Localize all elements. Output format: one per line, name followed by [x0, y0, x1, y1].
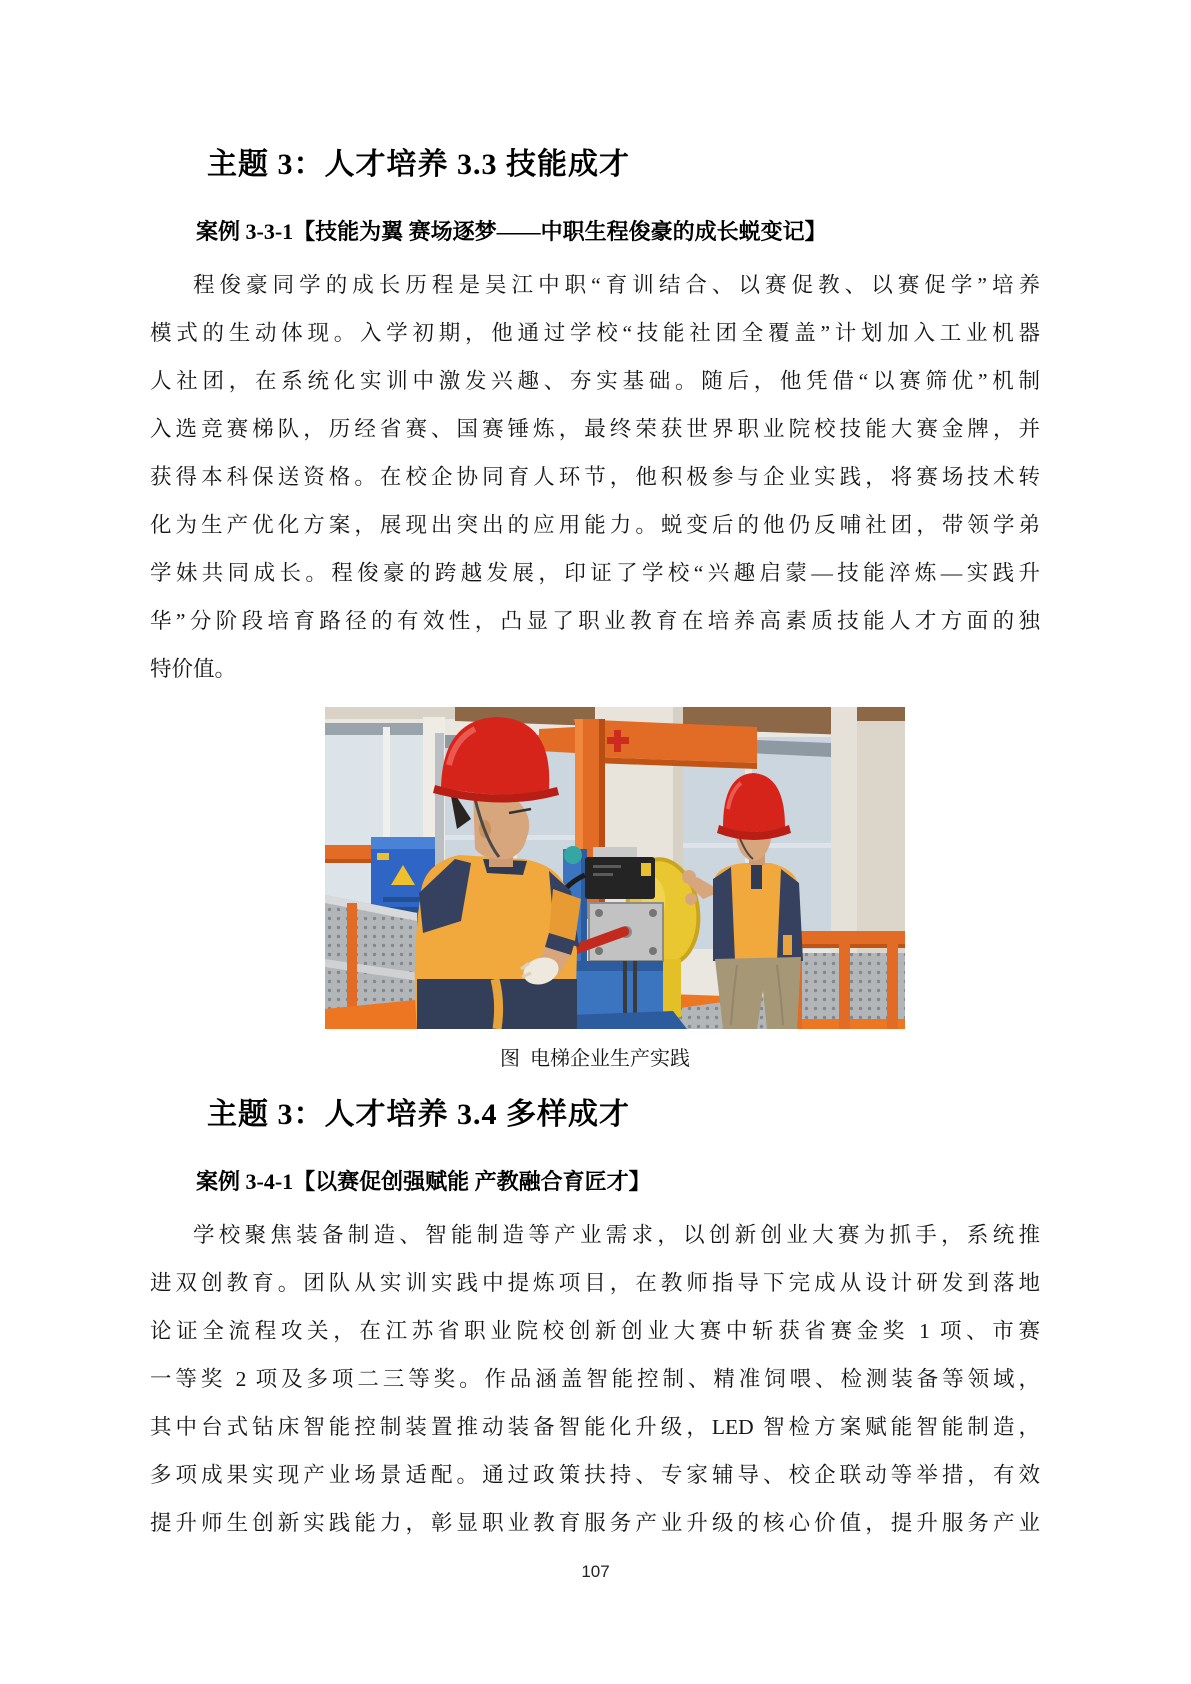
body-line: 人社团，在系统化实训中激发兴趣、夯实基础。随后，他凭借“以赛筛优”机制: [150, 369, 1040, 393]
elevator-practice-photo-illustration: [325, 707, 905, 1029]
body-line: 模式的生动体现。入学初期，他通过学校“技能社团全覆盖”计划加入工业机器: [150, 321, 1040, 345]
case-3-4-1-paragraph: [150, 1211, 1040, 1547]
case-title-3-4-1: 案例 3-4-1【以赛促创强赋能 产教融合育匠才】: [196, 1169, 651, 1194]
case-title-3-3-1: 案例 3-3-1【技能为翼 赛场逐梦——中职生程俊豪的成长蜕变记】: [196, 219, 827, 244]
body-line: 获得本科保送资格。在校企协同育人环节，他积极参与企业实践，将赛场技术转: [150, 465, 1040, 489]
body-line: 华”分阶段培育路径的有效性，凸显了职业教育在培养高素质技能人才方面的独: [150, 609, 1040, 633]
body-line: 学校聚焦装备制造、智能制造等产业需求，以创新创业大赛为抓手，系统推: [193, 1223, 1040, 1247]
section-heading-3-3: 主题 3：人才培养 3.3 技能成才: [207, 148, 630, 181]
body-line: 学妹共同成长。程俊豪的跨越发展，印证了学校“兴趣启蒙—技能淬炼—实践升: [150, 561, 1040, 585]
section-heading-3-4: 主题 3：人才培养 3.4 多样成才: [207, 1098, 630, 1131]
body-line: 特价值。: [150, 657, 237, 681]
body-line: 提升师生创新实践能力，彰显职业教育服务产业升级的核心价值，提升服务产业: [150, 1511, 1040, 1535]
body-line: 进双创教育。团队从实训实践中提炼项目，在教师指导下完成从设计研发到落地: [150, 1271, 1040, 1295]
body-line: 论证全流程攻关，在江苏省职业院校创新创业大赛中斩获省赛金奖 1 项、市赛: [150, 1319, 1040, 1343]
page-number: 107: [581, 1562, 610, 1581]
body-line: 其中台式钻床智能控制装置推动装备智能化升级，LED 智检方案赋能智能制造，: [150, 1415, 1040, 1439]
body-line: 化为生产优化方案，展现出突出的应用能力。蜕变后的他仍反哺社团，带领学弟: [150, 513, 1040, 537]
body-line: 多项成果实现产业场景适配。通过政策扶持、专家辅导、校企联动等举措，有效: [150, 1463, 1040, 1487]
figure-caption: 图 电梯企业生产实践: [500, 1048, 690, 1070]
figure-elevator-practice: [150, 707, 1040, 1073]
body-line: 入选竞赛梯队，历经省赛、国赛锤炼，最终荣获世界职业院校技能大赛金牌，并: [150, 417, 1040, 441]
case-3-3-1-paragraph: [150, 261, 1040, 693]
body-line: 一等奖 2 项及多项二三等奖。作品涵盖智能控制、精准饲喂、检测装备等领域，: [150, 1367, 1040, 1391]
factory-practice-photo: [325, 707, 905, 1029]
body-line: 程俊豪同学的成长历程是吴江中职“育训结合、以赛促教、以赛促学”培养: [193, 273, 1040, 297]
